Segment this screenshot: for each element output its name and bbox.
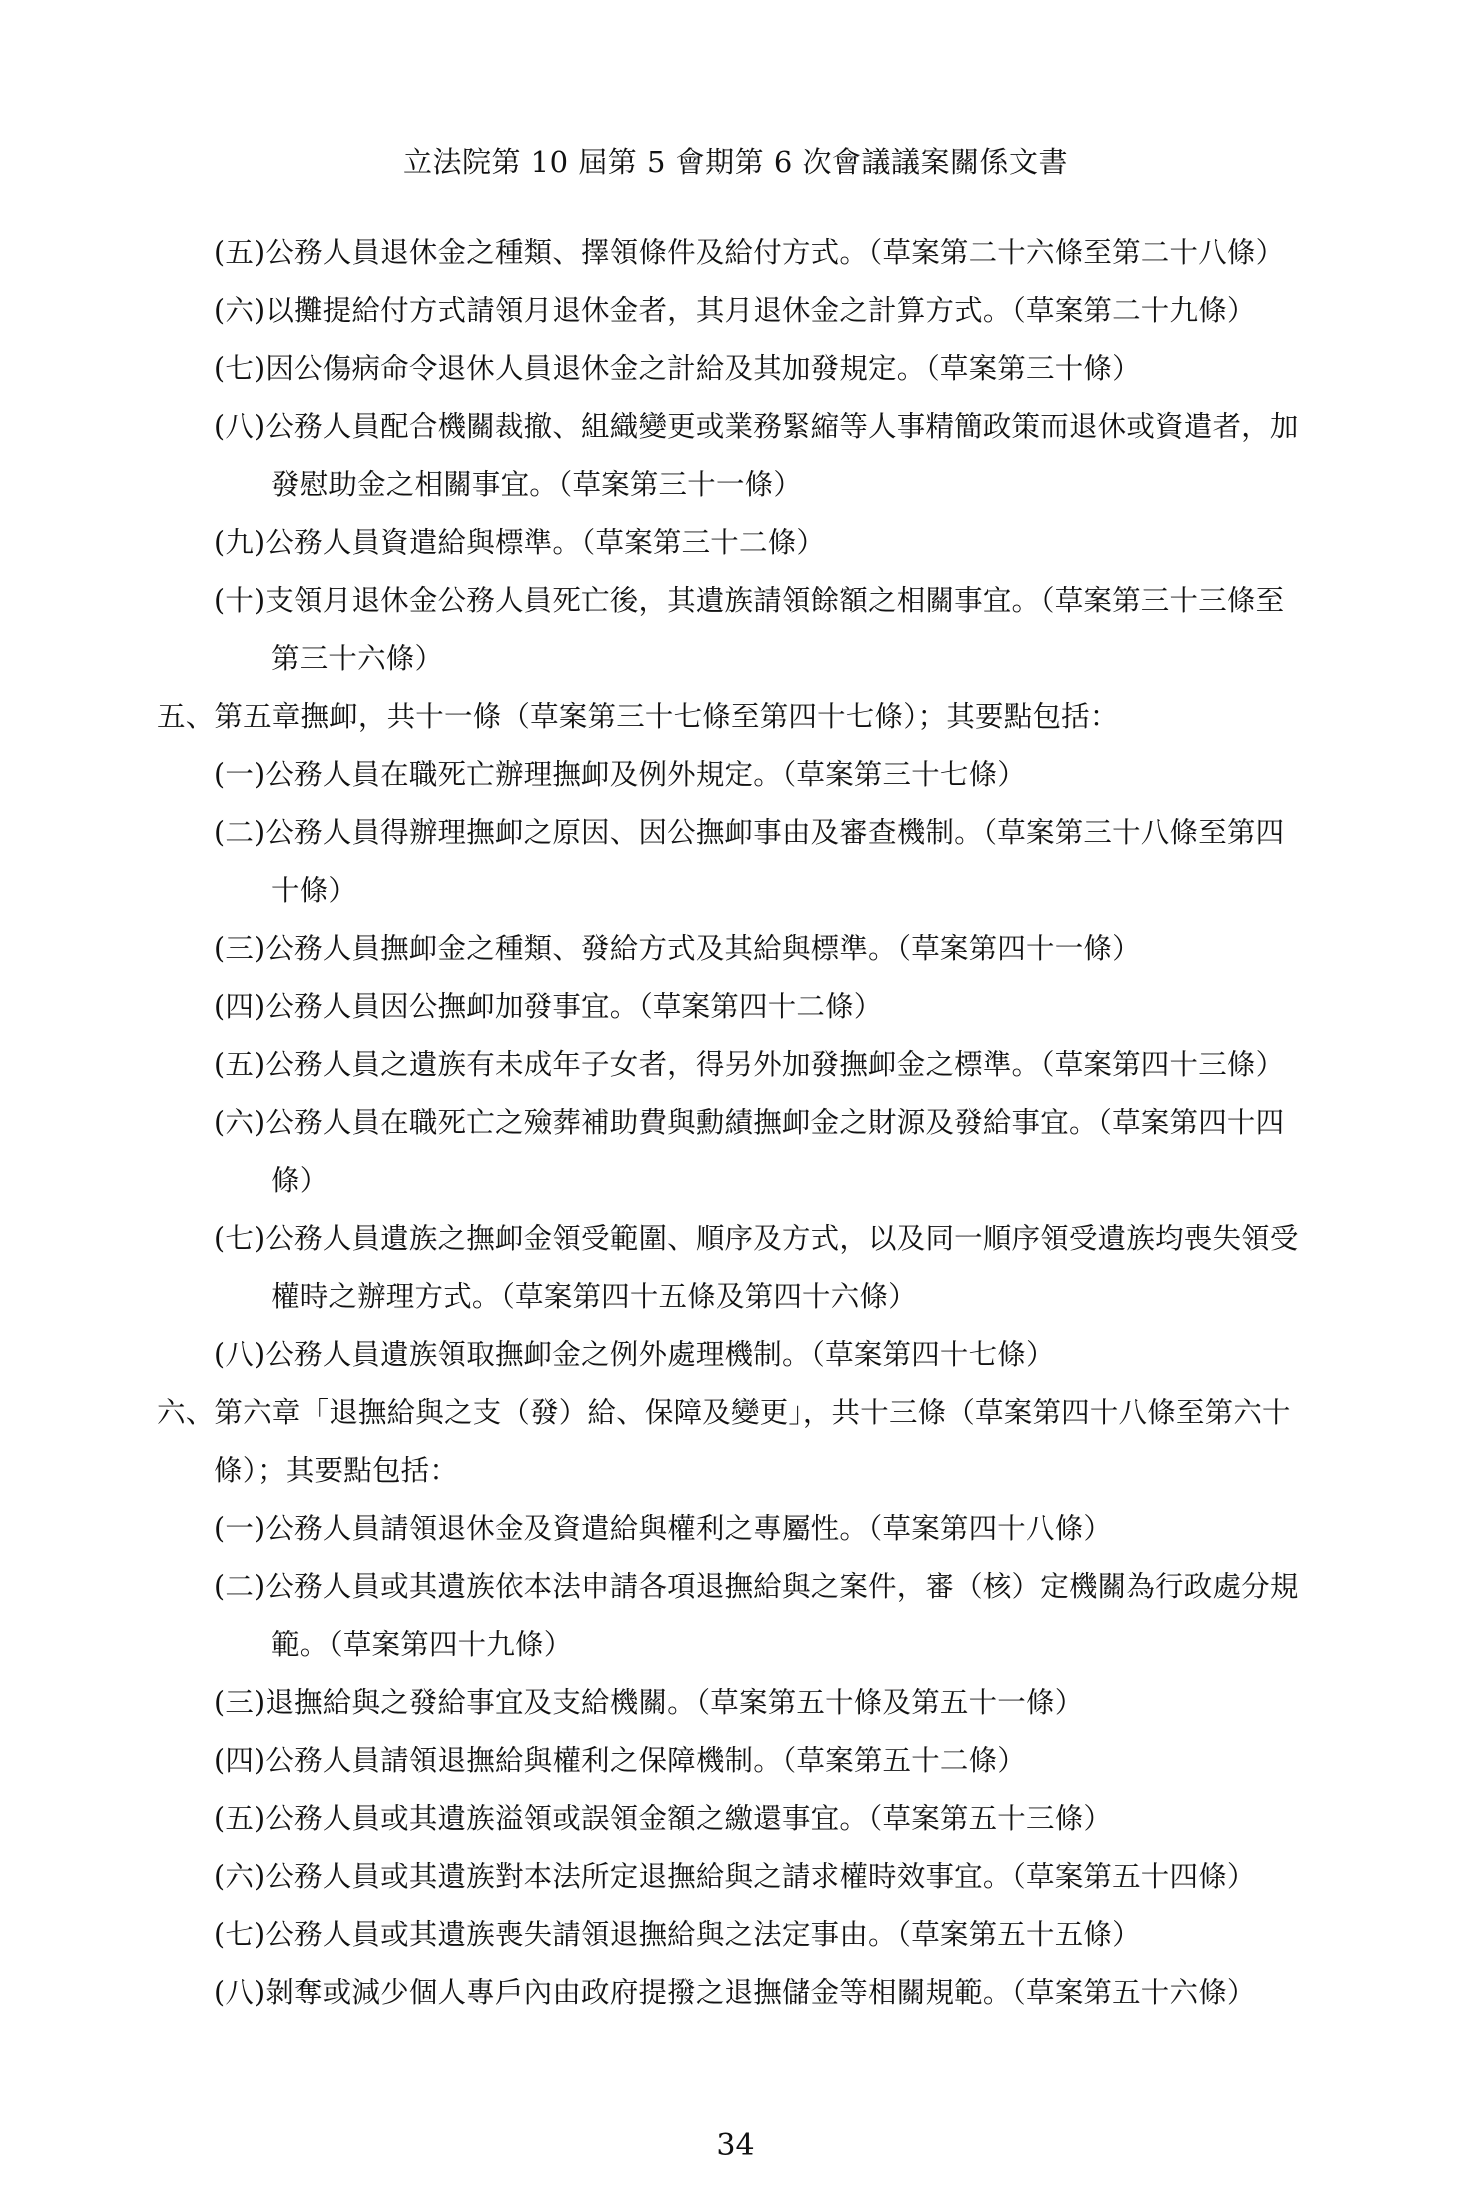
list-item-continuation: 第三十六條） (271, 642, 444, 675)
list-item: (五)公務人員之遺族有未成年子女者，得另外加發撫卹金之標準。（草案第四十三條） (214, 1048, 1285, 1081)
list-item: (四)公務人員因公撫卹加發事宜。（草案第四十二條） (214, 990, 883, 1023)
list-item: (一)公務人員請領退休金及資遣給與權利之專屬性。（草案第四十八條） (214, 1512, 1113, 1545)
section-heading: 五、第五章撫卹，共十一條（草案第三十七條至第四十七條）；其要點包括： (157, 700, 1119, 733)
list-item-continuation: 發慰助金之相關事宜。（草案第三十一條） (271, 468, 803, 501)
list-item: (五)公務人員退休金之種類、擇領條件及給付方式。（草案第二十六條至第二十八條） (214, 236, 1285, 269)
list-item: (三)退撫給與之發給事宜及支給機關。（草案第五十條及第五十一條） (214, 1686, 1084, 1719)
section-heading: 六、第六章「退撫給與之支（發）給、保障及變更」，共十三條（草案第四十八條至第六十 (157, 1396, 1291, 1429)
list-item: (八)剝奪或減少個人專戶內由政府提撥之退撫儲金等相關規範。（草案第五十六條） (214, 1976, 1256, 2009)
page-header: 立法院第 10 屆第 5 會期第 6 次會議議案關係文書 (402, 145, 1069, 179)
list-item: (四)公務人員請領退撫給與權利之保障機制。（草案第五十二條） (214, 1744, 1026, 1777)
list-item: (三)公務人員撫卹金之種類、發給方式及其給與標準。（草案第四十一條） (214, 932, 1141, 965)
page-number: 34 (716, 2128, 755, 2163)
list-item: (八)公務人員遺族領取撫卹金之例外處理機制。（草案第四十七條） (214, 1338, 1055, 1371)
list-item: (二)公務人員得辦理撫卹之原因、因公撫卹事由及審查機制。（草案第三十八條至第四 (214, 816, 1285, 849)
section-heading-continuation: 條）；其要點包括： (214, 1454, 459, 1487)
list-item: (六)公務人員或其遺族對本法所定退撫給與之請求權時效事宜。（草案第五十四條） (214, 1860, 1256, 1893)
list-item: (七)公務人員或其遺族喪失請領退撫給與之法定事由。（草案第五十五條） (214, 1918, 1141, 1951)
list-item: (九)公務人員資遣給與標準。（草案第三十二條） (214, 526, 826, 559)
list-item: (一)公務人員在職死亡辦理撫卹及例外規定。（草案第三十七條） (214, 758, 1026, 791)
list-item-continuation: 十條） (271, 874, 358, 907)
list-item: (十)支領月退休金公務人員死亡後，其遺族請領餘額之相關事宜。（草案第三十三條至 (214, 584, 1285, 617)
list-item-continuation: 條） (271, 1164, 329, 1197)
list-item-continuation: 範。（草案第四十九條） (271, 1628, 573, 1661)
list-item: (七)因公傷病命令退休人員退休金之計給及其加發規定。（草案第三十條） (214, 352, 1141, 385)
list-item: (六)以攤提給付方式請領月退休金者，其月退休金之計算方式。（草案第二十九條） (214, 294, 1256, 327)
list-item-continuation: 權時之辦理方式。（草案第四十五條及第四十六條） (271, 1280, 917, 1313)
list-item: (五)公務人員或其遺族溢領或誤領金額之繳還事宜。（草案第五十三條） (214, 1802, 1113, 1835)
list-item: (七)公務人員遺族之撫卹金領受範圍、順序及方式，以及同一順序領受遺族均喪失領受 (214, 1222, 1299, 1255)
list-item: (六)公務人員在職死亡之殮葬補助費與勳績撫卹金之財源及發給事宜。（草案第四十四 (214, 1106, 1285, 1139)
list-item: (二)公務人員或其遺族依本法申請各項退撫給與之案件，審（核）定機關為行政處分規 (214, 1570, 1299, 1603)
list-item: (八)公務人員配合機關裁撤、組織變更或業務緊縮等人事精簡政策而退休或資遣者，加 (214, 410, 1299, 443)
